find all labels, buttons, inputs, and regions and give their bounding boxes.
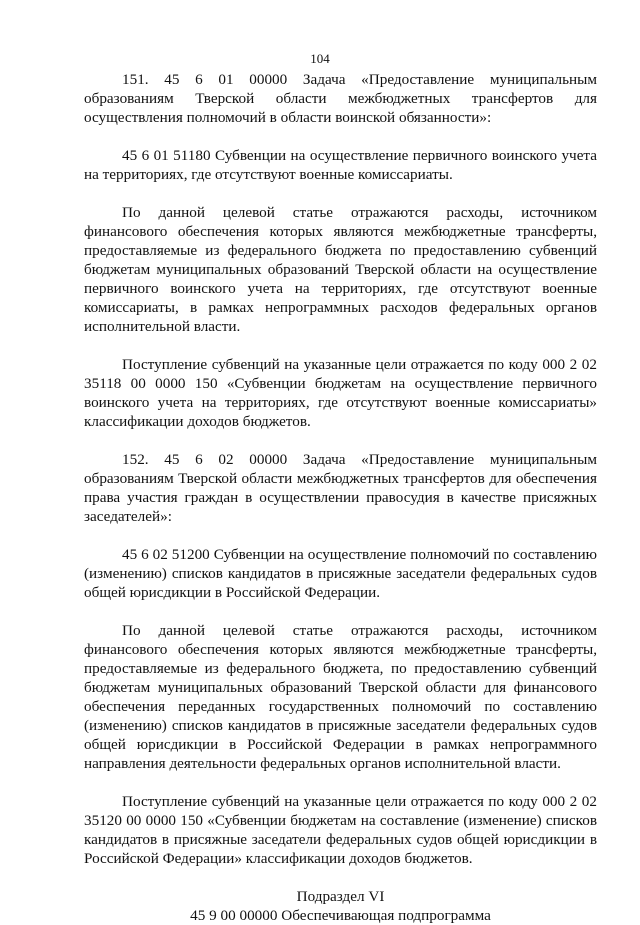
page-number: 104 [310, 51, 330, 66]
paragraph-expense-description-1: По данной целевой статье отражаются расходы, источником финансового обеспечения которых являются межбюджетные трансферты, предоставляемые из федерального бюджета по предоставлению субвенций бюджетам муниципальных образований Тверской области на осуществление первичного воинского учета на территориях, где отсутствуют военные комиссариаты, в рамках непрограммных расходов федеральных органов исполнительной власти. [84, 204, 597, 335]
paragraph-income-code-1: Поступление субвенций на указанные цели отражается по коду 000 2 02 35118 00 0000 150 «Субвенции бюджетам на осуществление первичного воинского учета на территориях, где отсутствуют военные комиссариаты» классификации доходов бюджетов. [84, 356, 597, 430]
paragraph-gap [84, 336, 597, 355]
paragraph-gap [84, 602, 597, 621]
paragraph-income-code-2: Поступление субвенций на указанные цели отражается по коду 000 2 02 35120 00 0000 150 «Субвенции бюджетам на составление (изменение) списков кандидатов в присяжные заседатели федеральных судов общей юрисдикции в Российской Федерации» классификации доходов бюджетов. [84, 793, 597, 867]
paragraph-expense-description-2: По данной целевой статье отражаются расходы, источником финансового обеспечения которых являются межбюджетные трансферты, предоставляемые из федерального бюджета, по предоставлению субвенций бюджетам муниципальных образований Тверской области для финансового обеспечения переданных государственных полномочий по составлению (изменению) списков кандидатов в присяжные заседатели федеральных судов общей юрисдикции в Российской Федерации в рамках непрограммного направления деятельности федеральных органов исполнительной власти. [84, 622, 597, 772]
paragraph-item-152: 152. 45 6 02 00000 Задача «Предоставление муниципальным образованиям Тверской области межбюджетных трансфертов для обеспечения права участия граждан в осуществлении правосудия в качестве присяжных заседателей»: [84, 451, 597, 525]
subsection-subtitle: 45 9 00 00000 Обеспечивающая подпрограмма [190, 907, 491, 924]
paragraph-item-151: 151. 45 6 01 00000 Задача «Предоставление муниципальным образованиям Тверской области межбюджетных трансфертов для осуществления полномочий в области воинской обязанности»: [84, 71, 597, 126]
paragraph-gap [84, 773, 597, 792]
paragraph-gap [84, 431, 597, 450]
paragraph-gap [84, 868, 597, 887]
paragraph-code-45-6-01-51180: 45 6 01 51180 Субвенции на осуществление первичного воинского учета на территориях, где отсутствуют военные комиссариаты. [84, 147, 597, 183]
subsection-title: Подраздел VI [296, 888, 385, 905]
paragraph-gap [84, 127, 597, 146]
document-body [84, 70, 597, 925]
paragraph-code-45-6-02-51200: 45 6 02 51200 Субвенции на осуществление полномочий по составлению (изменению) списков кандидатов в присяжные заседатели федеральных судов общей юрисдикции в Российской Федерации. [84, 546, 597, 601]
paragraph-gap [84, 184, 597, 203]
paragraph-gap [84, 526, 597, 545]
